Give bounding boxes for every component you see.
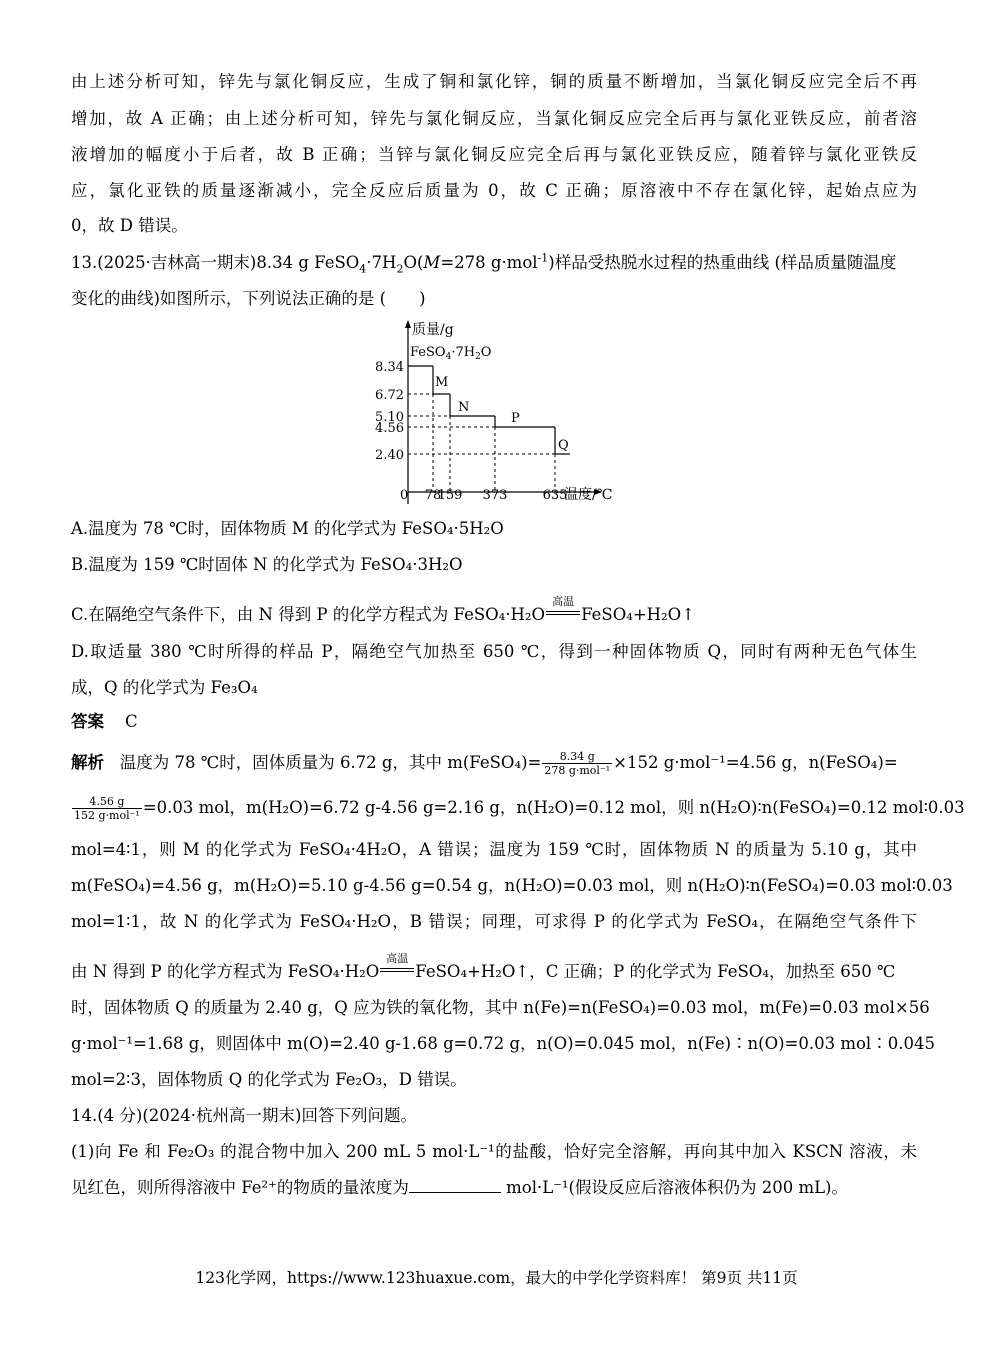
analysis-line6: 由 N 得到 P 的化学方程式为 FeSO₄·H₂O 高温 FeSO₄+H₂O↑，C 正确；P 的化学式为 FeSO₄，加热至 650 ℃ bbox=[71, 952, 896, 981]
analysis-line8: g·mol⁻¹=1.68 g，则固体中 m(O)=2.40 g-1.68 g=0.72 g，n(O)=0.045 mol，n(Fe)∶n(O)=0.03 mol∶0.045 bbox=[71, 1034, 935, 1053]
option-d-line1: D.取适量 380 ℃时所得的样品 P，隔绝空气加热至 650 ℃，得到一种固体物质 Q，同时有两种无色气体生 bbox=[71, 642, 917, 661]
segment-label: M bbox=[435, 375, 449, 390]
paragraph-line: 0，故 D 错误。 bbox=[71, 216, 188, 235]
analysis-line2: $\frac{4.56 g}{\text{152 g·mol⁻¹}}$ =0.03 mol，m(H₂O)=6.72 g-4.56 g=2.16 g，n(H₂O)=0.12 mol，则 n(H₂O)∶n(FeSO₄)=0.12 mol∶0.03 bbox=[74, 795, 965, 822]
origin-label: 0 bbox=[400, 488, 409, 503]
paragraph-line: 液增加的幅度小于后者，故 B 正确；当锌与氯化铜反应完全后再与氯化亚铁反应，随着锌与氯化亚铁反 bbox=[71, 145, 917, 164]
x-tick-label: 373 bbox=[482, 488, 508, 503]
analysis-line4: m(FeSO₄)=4.56 g，m(H₂O)=5.10 g-4.56 g=0.54 g，n(H₂O)=0.03 mol，则 n(H₂O)∶n(FeSO₄)=0.03 mol∶0.03 bbox=[71, 876, 953, 895]
answer-blank[interactable] bbox=[409, 1178, 501, 1193]
paragraph-line: 增加，故 A 正确；由上述分析可知，锌先与氯化铜反应，当氯化铜反应完全后再与氯化亚铁反应，前者溶 bbox=[71, 109, 917, 128]
fraction: $\frac{4.56 g}{\text{152 g·mol⁻¹}}$ bbox=[74, 795, 140, 822]
option-a: A.温度为 78 ℃时，固体物质 M 的化学式为 FeSO₄·5H₂O bbox=[71, 519, 504, 538]
segment-label: $FeSO_4\cdot 7H_2O$ bbox=[410, 345, 492, 362]
analysis-line7: 时，固体物质 Q 的质量为 2.40 g，Q 应为铁的氧化物，其中 n(Fe)=n(FeSO₄)=0.03 mol，m(Fe)=0.03 mol×56 bbox=[71, 998, 930, 1017]
answer-label: 答案 bbox=[71, 712, 104, 731]
q14-part1-line1: (1)向 Fe 和 Fe₂O₃ 的混合物中加入 200 mL 5 mol·L⁻¹的盐酸，恰好完全溶解，再向其中加入 KSCN 溶液，未 bbox=[71, 1142, 917, 1161]
page-footer: 123化学网，https://www.123huaxue.com，最大的中学化学资料库！ 第9页 共11页 bbox=[195, 1269, 798, 1287]
analysis-label: 解析 bbox=[71, 753, 104, 772]
segment-label: N bbox=[458, 400, 470, 415]
q14-stem: 14.(4 分)(2024·杭州高一期末)回答下列问题。 bbox=[71, 1106, 417, 1125]
y-axis-arrow bbox=[405, 320, 411, 328]
analysis-line5: mol=1∶1，故 N 的化学式为 FeSO₄·H₂O，B 错误；同理，可求得 P 的化学式为 FeSO₄，在隔绝空气条件下 bbox=[71, 912, 917, 931]
option-c: C.在隔绝空气条件下，由 N 得到 P 的化学方程式为 FeSO₄·H₂O 高温 FeSO₄+H₂O↑ bbox=[71, 595, 696, 624]
segment-label: Q bbox=[558, 438, 569, 453]
paragraph-line: 应，氯化亚铁的质量逐渐减小，完全反应后质量为 0，故 C 正确；原溶液中不存在氯化锌，起始点应为 bbox=[71, 181, 917, 200]
answer-value: C bbox=[124, 712, 138, 731]
x-tick-label: 159 bbox=[437, 488, 463, 503]
reaction-condition: 高温 bbox=[546, 606, 580, 620]
x-tick-label: 78 bbox=[424, 488, 442, 503]
option-d-line2: 成，Q 的化学式为 Fe₃O₄ bbox=[71, 678, 258, 697]
x-tick-label: 635 bbox=[542, 488, 568, 503]
analysis-line1: 解析 温度为 78 ℃时，固体质量为 6.72 g，其中 m(FeSO₄)= $\frac{8.34 g}{\text{278 g·mol⁻¹}}$ ×152 g·mol⁻¹=4.56 g，n(FeSO₄)= bbox=[71, 750, 898, 777]
answer bbox=[71, 710, 138, 734]
fraction: $\frac{8.34 g}{\text{278 g·mol⁻¹}}$ bbox=[544, 750, 611, 777]
paragraph-line: 由上述分析可知，锌先与氯化铜反应，生成了铜和氯化锌，铜的质量不断增加，当氯化铜反应完全后不再 bbox=[71, 72, 917, 91]
segment-label: P bbox=[511, 411, 520, 426]
y-tick-label: 4.56 bbox=[375, 421, 404, 436]
y-axis-title: 质量/g bbox=[412, 322, 454, 338]
option-b: B.温度为 159 ℃时固体 N 的化学式为 FeSO₄·3H₂O bbox=[71, 555, 463, 574]
q13-stem: 13.(2025·吉林高一期末)8.34 g $FeSO_4\cdot 7H_2O(M=278$ g·mol$^{-1}$)样品受热脱水过程的热重曲线 (样品质量随温度 bbox=[71, 251, 897, 276]
y-tick-label: 8.34 bbox=[375, 360, 404, 375]
q13-stem-line2: 变化的曲线)如图所示，下列说法正确的是 ( ) bbox=[71, 289, 426, 308]
q14-part1-line2: 见红色，则所得溶液中 Fe²⁺的物质的量浓度为 mol·L⁻¹(假设反应后溶液体积仍为 200 mL)。 bbox=[71, 1178, 848, 1197]
analysis-line9: mol=2∶3，固体物质 Q 的化学式为 Fe₂O₃，D 错误。 bbox=[71, 1070, 467, 1089]
analysis-line3: mol=4∶1，则 M 的化学式为 FeSO₄·4H₂O，A 错误；温度为 159 ℃时，固体物质 N 的质量为 5.10 g，其中 bbox=[71, 840, 917, 859]
y-tick-label: 6.72 bbox=[375, 388, 404, 403]
y-tick-label: 5.10 bbox=[375, 410, 404, 425]
reaction-condition: 高温 bbox=[380, 963, 414, 977]
y-tick-label: 2.40 bbox=[375, 448, 404, 463]
x-axis-title: 温度/℃ bbox=[564, 487, 613, 503]
thermogravimetric-chart bbox=[360, 318, 630, 510]
